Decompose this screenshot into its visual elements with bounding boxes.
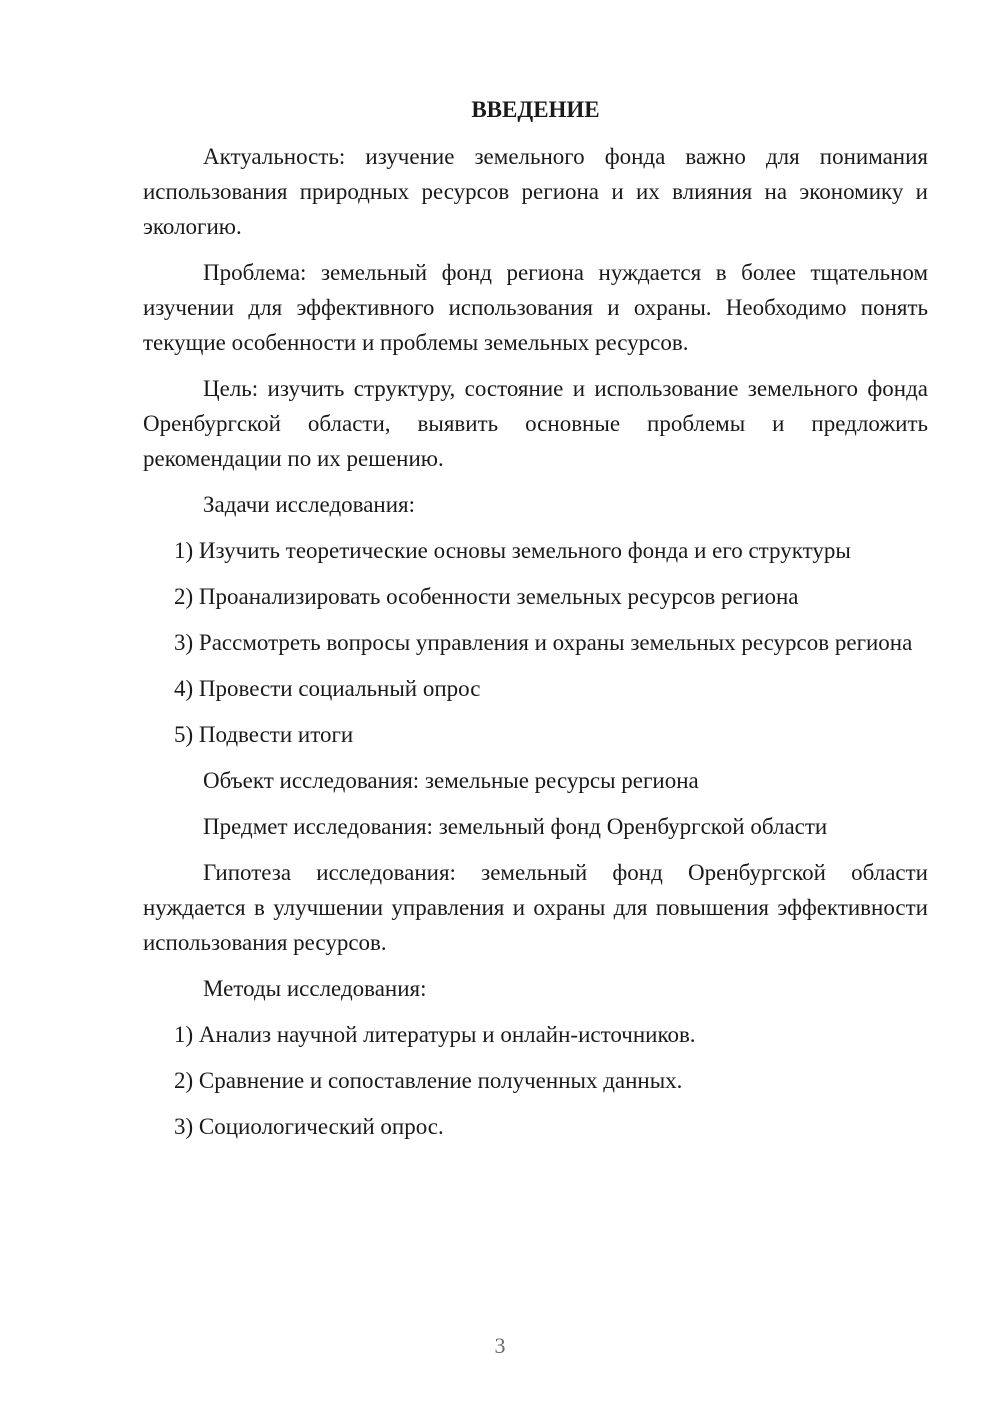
- object-paragraph: Объект исследования: земельные ресурсы региона: [203, 768, 699, 793]
- problem-paragraph: Проблема: земельный фонд региона нуждается в более тщательном изучении для эффективного использования и охраны. Необходимо понять текущие особенности и проблемы земельных ресурсов.: [143, 260, 928, 355]
- hypothesis-paragraph: Гипотеза исследования: земельный фонд Оренбургской области нуждается в улучшении управления и охраны для повышения эффективности использования ресурсов.: [143, 860, 928, 955]
- task-item: 1) Изучить теоретические основы земельного фонда и его структуры: [174, 538, 851, 563]
- task-item: 3) Рассмотреть вопросы управления и охраны земельных ресурсов региона: [174, 630, 913, 655]
- tasks-heading: Задачи исследования:: [203, 492, 416, 517]
- method-item: 2) Сравнение и сопоставление полученных данных.: [174, 1068, 683, 1093]
- document-page: [143, 92, 928, 1155]
- methods-heading: Методы исследования:: [203, 976, 427, 1001]
- page-number: 3: [494, 1333, 506, 1358]
- task-item: 2) Проанализировать особенности земельных ресурсов региона: [174, 584, 799, 609]
- section-title: ВВЕДЕНИЕ: [471, 97, 600, 122]
- subject-paragraph: Предмет исследования: земельный фонд Оренбургской области: [203, 814, 828, 839]
- method-item: 3) Социологический опрос.: [174, 1114, 444, 1139]
- method-item: 1) Анализ научной литературы и онлайн-источников.: [174, 1022, 696, 1047]
- relevance-paragraph: Актуальность: изучение земельного фонда важно для понимания использования природных ресурсов региона и их влияния на экономику и экологию.: [143, 144, 928, 239]
- task-item: 4) Провести социальный опрос: [174, 676, 481, 701]
- task-item: 5) Подвести итоги: [174, 722, 354, 747]
- goal-paragraph: Цель: изучить структуру, состояние и использование земельного фонда Оренбургской области, выявить основные проблемы и предложить рекомендации по их решению.: [143, 376, 928, 471]
